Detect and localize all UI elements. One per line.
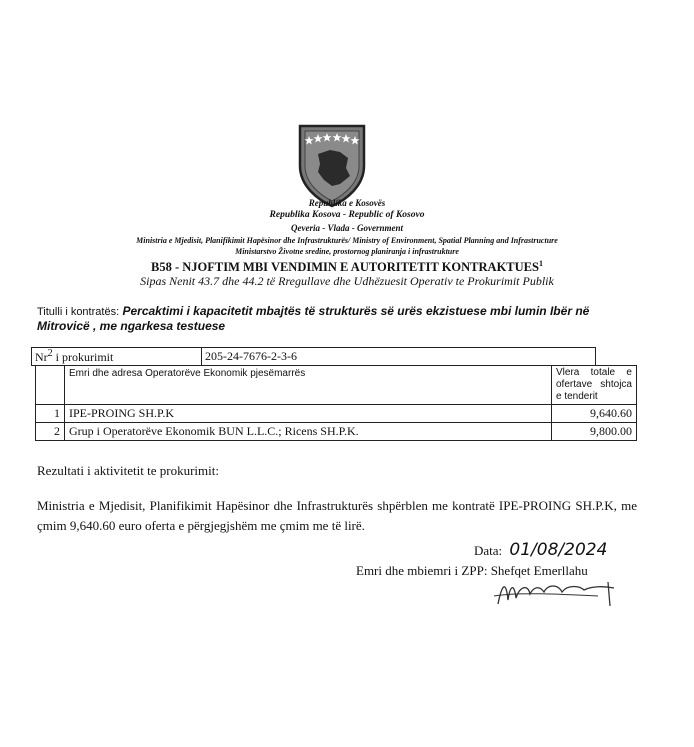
footnote-mark: 1: [538, 259, 543, 268]
date-label: Data:: [474, 543, 503, 558]
row-number: 2: [36, 423, 65, 441]
procurement-number-value: 205-24-7676-2-3-6: [202, 348, 596, 366]
contract-title-value: Percaktimi i kapacitetit mbajtës të strukturës së urës ekzistuese mbi lumin Ibër në Mitrovicë , me ngarkesa testuese: [37, 304, 590, 333]
header-republic-multi: Republika Kosova - Republic of Kosovo: [269, 210, 425, 220]
notice-subtitle: Sipas Nenit 43.7 dhe 44.2 të Rregullave dhe Udhëzuesit Operativ te Prokurimit Publik: [140, 274, 554, 288]
header-ministry-sr: Ministarstvo Životne sredine, prostornog planiranja i infrastrukture: [235, 247, 459, 256]
procurement-number-table: [31, 347, 596, 366]
header-republic-sq: Republika e Kosovës: [308, 198, 386, 208]
contract-title-block: [37, 304, 637, 333]
zpp-name: Shefqet Emerllahu: [490, 563, 588, 578]
result-label: Rezultati i aktivitetit te prokurimit:: [37, 463, 219, 478]
row-operator-name: IPE-PROING SH.P.K: [65, 405, 552, 423]
date-value-handwritten: 01/08/2024: [509, 540, 608, 560]
header-cell-name: Emri dhe adresa Operatorëve Ekonomik pjesëmarrës: [65, 366, 552, 405]
procurement-number-label: Nr$^2$ i prokurimit: [32, 348, 202, 366]
handwritten-signature: [488, 574, 628, 610]
table-header-row: [36, 366, 637, 405]
header-cell-value: Vlera totale e ofertave shtojca e tenderit: [552, 366, 637, 405]
header-ministry: Ministria e Mjedisit, Planifikimit Hapësinor dhe Infrastrukturës/ Ministry of Environment, Spatial Planning and Infrastructure: [136, 236, 558, 245]
result-text: Ministria e Mjedisit, Planifikimit Hapësinor dhe Infrastrukturës shpërblen me kontratë IPE-PROING SH.P.K, me çmim 9,640.60 euro oferta e përgjegjshëm me çmim me të lirë.: [37, 498, 637, 533]
header-government: Qeveria - Vlada - Government: [291, 223, 403, 233]
date-line: [474, 540, 607, 560]
row-operator-name: Grup i Operatorëve Ekonomik BUN L.L.C.; Ricens SH.P.K.: [65, 423, 552, 441]
zpp-label: Emri dhe mbiemri i ZPP:: [356, 563, 488, 578]
table-row: [36, 423, 637, 441]
table-row: [36, 405, 637, 423]
row-number: 1: [36, 405, 65, 423]
kosovo-emblem: [296, 122, 368, 208]
row-offer-value: 9,800.00: [552, 423, 637, 441]
row-offer-value: 9,640.60: [552, 405, 637, 423]
operators-table: [35, 365, 637, 441]
notice-title: B58 - NJOFTIM MBI VENDIMIN E AUTORITETIT KONTRAKTUES$^1$: [151, 259, 543, 275]
header-cell-empty: [36, 366, 65, 405]
contract-title-label: Titulli i kontratës:: [37, 306, 120, 318]
